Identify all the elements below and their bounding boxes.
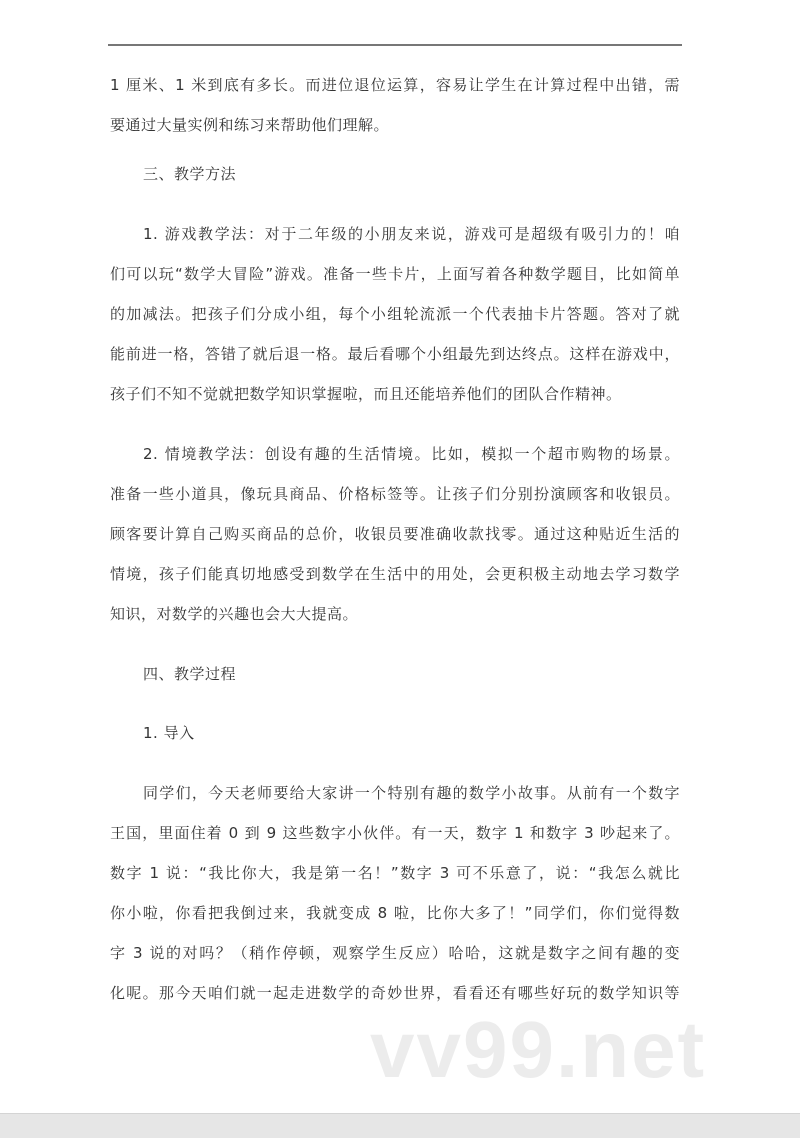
paragraph-line: 知识，对数学的兴趣也会大大提高。 — [110, 605, 359, 623]
paragraph-line: 情境，孩子们能真切地感受到数学在生活中的用处，会更积极主动地去学习数学 — [110, 565, 680, 583]
paragraph-line: 同学们，今天老师要给大家讲一个特别有趣的数学小故事。从前有一个数字 — [143, 784, 680, 802]
paragraph-line: 们可以玩“数学大冒险”游戏。准备一些卡片，上面写着各种数学题目，比如简单 — [110, 265, 680, 283]
paragraph-line: 数字 1 说：“我比你大，我是第一名！”数字 3 可不乐意了，说：“我怎么就比 — [110, 864, 680, 882]
paragraph-line: 字 3 说的对吗？（稍作停顿，观察学生反应）哈哈，这就是数字之间有趣的变 — [110, 944, 680, 962]
paragraph-line: 王国，里面住着 0 到 9 这些数字小伙伴。有一天，数字 1 和数字 3 吵起来了。 — [110, 824, 680, 842]
bottom-bar — [0, 1113, 800, 1138]
section-heading: 四、教学过程 — [143, 665, 237, 683]
paragraph-line: 顾客要计算自己购买商品的总价，收银员要准确收款找零。通过这种贴近生活的 — [110, 525, 680, 543]
watermark: vv99.net — [370, 1005, 707, 1094]
paragraph-line: 要通过大量实例和练习来帮助他们理解。 — [110, 116, 390, 134]
paragraph-line: 能前进一格，答错了就后退一格。最后看哪个小组最先到达终点。这样在游戏中， — [110, 345, 680, 363]
paragraph-line: 1 厘米、1 米到底有多长。而进位退位运算，容易让学生在计算过程中出错，需 — [110, 76, 680, 94]
paragraph-line: 2. 情境教学法：创设有趣的生活情境。比如，模拟一个超市购物的场景。 — [143, 445, 680, 463]
subsection-heading: 1. 导入 — [143, 724, 195, 742]
paragraph-line: 孩子们不知不觉就把数学知识掌握啦，而且还能培养他们的团队合作精神。 — [110, 385, 622, 403]
paragraph-line: 准备一些小道具，像玩具商品、价格标签等。让孩子们分别扮演顾客和收银员。 — [110, 485, 680, 503]
paragraph-line: 你小啦，你看把我倒过来，我就变成 8 啦，比你大多了！”同学们，你们觉得数 — [110, 904, 680, 922]
header-rule — [108, 44, 682, 46]
section-heading: 三、教学方法 — [143, 165, 237, 183]
paragraph-line: 的加减法。把孩子们分成小组，每个小组轮流派一个代表抽卡片答题。答对了就 — [110, 305, 680, 323]
paragraph-line: 化呢。那今天咱们就一起走进数学的奇妙世界，看看还有哪些好玩的数学知识等 — [110, 984, 680, 1002]
paragraph-line: 1. 游戏教学法：对于二年级的小朋友来说，游戏可是超级有吸引力的！咱 — [143, 225, 680, 243]
